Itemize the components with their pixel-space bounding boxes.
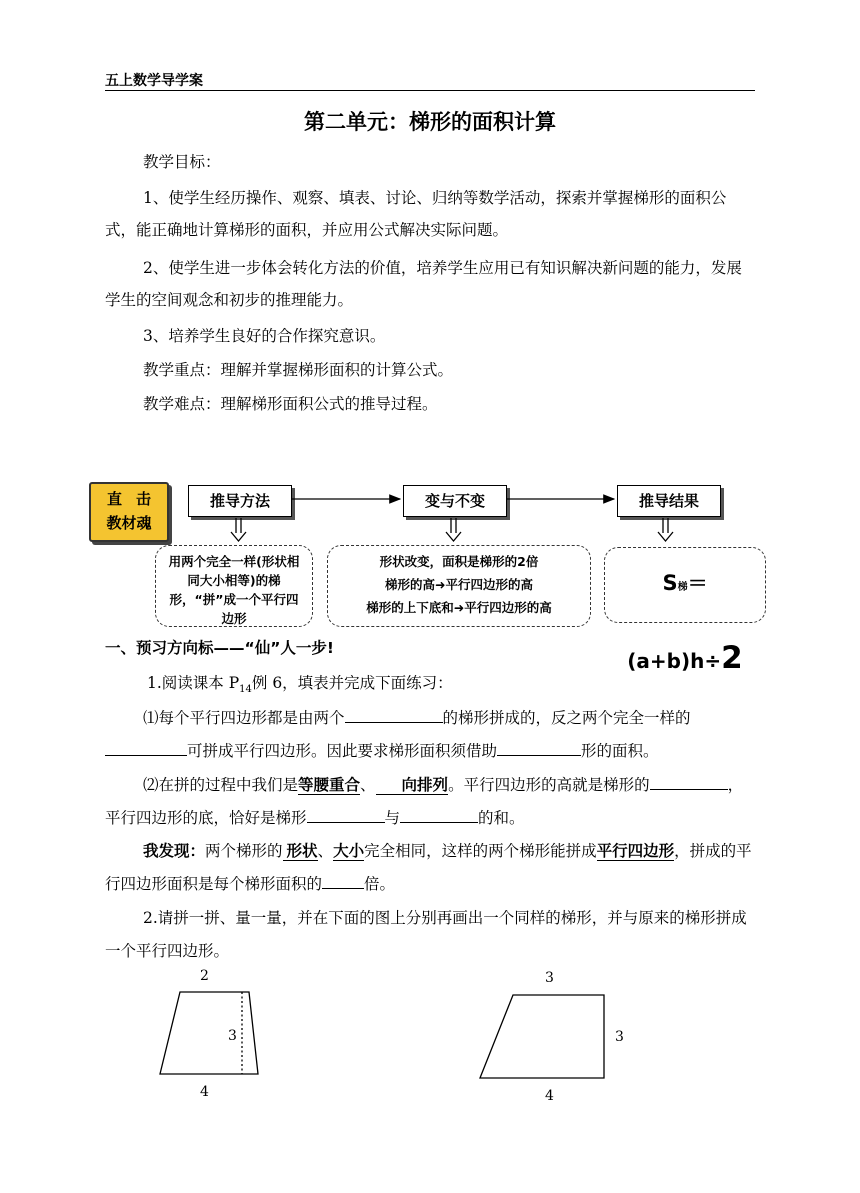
p2-text-e: 。平行四边形的高就是梯形 [448,776,635,794]
flow-note-change [327,545,591,627]
flow-box-method: 推导方法 [188,485,292,517]
discovery-text-e: 完全相同，这样的两个梯形能拼成 [364,842,597,860]
blank-6[interactable] [400,804,478,823]
p1-text-d: 可拼成平行四边形。因此要求梯形面积须借助 [187,742,498,760]
question-1 [105,667,755,706]
paragraph-1 [105,702,755,768]
p2-text-g: ，平行四边形的底，恰好是梯形 [105,776,744,827]
discovery-paragraph [105,834,755,901]
flow-note-formula [604,547,766,676]
figure-1-trapezoid [160,992,258,1074]
discovery-answer-parallelogram: 平行四边形 [596,841,675,860]
figure-1-bottom-label: 4 [200,1084,209,1100]
p1-text-b: 的梯形拼成的，反之两个完全一样 [442,709,676,727]
formula-two: 2 [721,640,743,676]
double-arrow-1 [231,518,246,541]
flow-note-method-text: 用两个完全一样(形状相同大小相等)的梯形，“拼”成一个平行四边形 [168,554,300,626]
figure-2-top-label: 3 [545,970,554,986]
p2-text-c: 、 [360,776,376,794]
question-1-pre: 1.阅读课本 P [147,674,240,692]
blank-4[interactable] [650,771,728,790]
flow-note-method [155,545,313,627]
badge-line-2: 教材魂 [106,514,152,532]
p2-answer-2: 向排列 [376,775,449,795]
discovery-answer-size: 大小 [333,841,365,860]
discovery-text-a: 两个梯形的 [205,842,283,860]
flow-box-result: 推导结果 [617,485,721,517]
badge-line-1: 直击 [106,490,165,508]
figure-1-height-label: 3 [228,1028,237,1044]
formula-body: ＝(a+b)h÷ [627,571,722,673]
key-point: 教学重点：理解并掌握梯形面积的计算公式。 [143,361,454,379]
formula-subscript: 梯 [677,582,688,593]
blank-2[interactable] [105,737,187,756]
blank-1[interactable] [345,704,443,723]
formula-s: S [662,571,678,595]
flow-box-change: 变与不变 [403,485,507,517]
figure-2-height-label: 3 [615,1029,624,1045]
page-title: 第二单元：梯形的面积计算 [304,110,556,134]
blank-7[interactable] [322,870,364,889]
p2-text-i: 的和。 [478,809,525,827]
figure-1-top-label: 2 [200,968,209,984]
question-2: 2.请拼一拼、量一量，并在下面的图上分别再画出一个同样的梯形，并与原来的梯形拼成一个平行四边形。 [105,909,747,960]
discovery-answer-shape: 形状 [283,841,318,861]
double-arrow-2 [446,518,461,541]
blank-5[interactable] [307,804,385,823]
flow-note-change-line-1: 形状改变，面积是梯形的2倍 [379,554,539,569]
objective-item-3: 3、培养学生良好的合作探究意识。 [143,327,386,345]
flow-note-change-line-3: 梯形的上下底和➜平行四边形的高 [366,600,552,615]
blank-3[interactable] [497,737,581,756]
question-1-post: 例 6，填表并完成下面练习： [251,674,453,692]
p1-text-c: 的 [675,709,691,727]
flow-note-change-line-2: 梯形的高➜平行四边形的高 [385,577,533,592]
objective-item-2: 2、使学生进一步体会转化方法的价值，培养学生应用已有知识解决新问题的能力，发展学生的空间观念和初步的推理能力。 [105,259,742,309]
figure-2-bottom-label: 4 [545,1088,554,1104]
p2-text-a: ⑵在拼的过程中我们是 [143,776,299,794]
discovery-text-c: 、 [317,842,334,860]
p1-text-e: 形的面积。 [581,742,659,760]
section-1-title: 一、预习方向标——“仙”人一步! [105,639,334,657]
discovery-text-h: 倍。 [364,875,396,893]
p1-text-a: ⑴每个平行四边形都是由两个 [143,709,345,727]
objectives-heading: 教学目标： [143,153,221,171]
p2-answer-1: 等腰重合 [298,775,361,794]
double-arrow-3 [658,518,673,541]
p2-text-h: 与 [384,809,401,827]
discovery-text-g: ，拼成的平行四边形面积是每个梯形面积的 [105,842,752,893]
objective-item-1: 1、使学生经历操作、观察、填表、讨论、归纳等数学活动，探索并掌握梯形的面积公式，能正确地计算梯形的面积，并应用公式解决实际问题。 [105,189,727,239]
question-1-page: 14 [239,684,252,696]
difficulty-point: 教学难点：理解梯形面积公式的推导过程。 [143,395,438,413]
header-label: 五上数学导学案 [105,73,203,89]
discovery-label: 我发现： [143,841,206,860]
p2-text-f: 的 [634,776,650,794]
paragraph-2 [105,768,755,835]
figure-2-trapezoid [480,995,604,1078]
